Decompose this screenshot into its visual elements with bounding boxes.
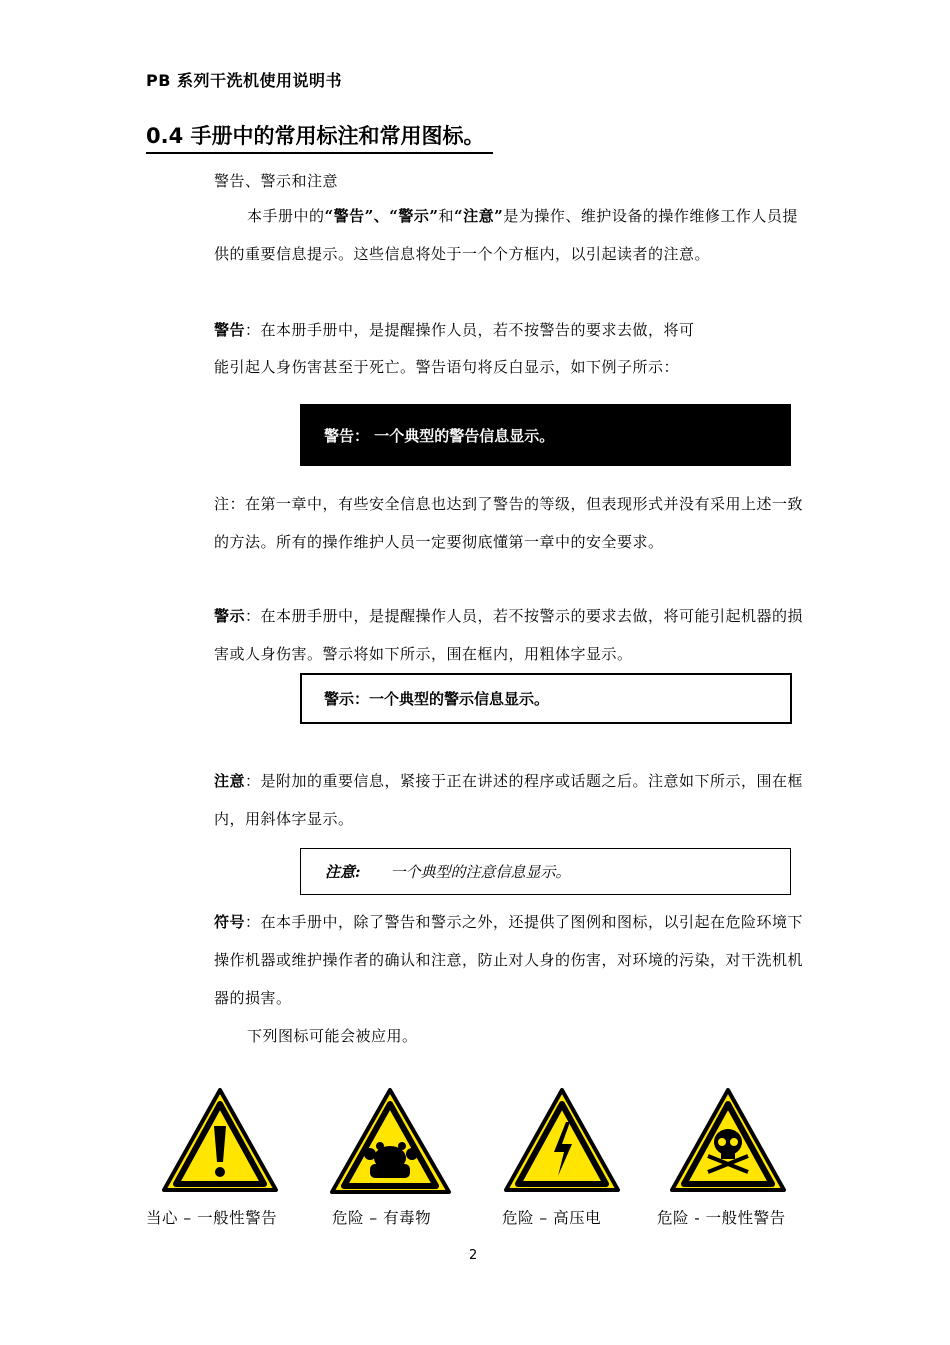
page-number: 2 (469, 1248, 478, 1263)
caution-box-text: 警示：一个典型的警示信息显示。 (324, 690, 550, 708)
exclamation-icon (160, 1086, 280, 1196)
section-title: 0.4 手册中的常用标注和常用图标。 (146, 120, 493, 154)
caution-label: 警示 (214, 607, 246, 625)
toxic-icon (328, 1086, 453, 1198)
attention-paragraph: 注意：是附加的重要信息，紧接于正在讲述的程序或话题之后。注意如下所示，围在框内，用斜体字显示。 (214, 772, 804, 828)
symbols-intro: 下列图标可能会被应用。 (247, 1027, 418, 1045)
symbols-paragraph: 符号：在本手册中，除了警告和警示之外，还提供了图例和图标，以引起在危险环境下操作机器或维护操作者的确认和注意，防止对人身的伤害，对环境的污染，对干洗机机器的损害。 (214, 913, 804, 1007)
caution-paragraph: 警示：在本册手册中，是提醒操作人员，若不按警示的要求去做，将可能引起机器的损害或人身伤害。警示将如下所示，围在框内，用粗体字显示。 (214, 607, 804, 663)
symbols-label: 符号 (214, 913, 246, 931)
icon-caption-toxic: 危险 – 有毒物 (332, 1209, 432, 1227)
intro-paragraph: 本手册中的“警告”、“警示”和“注意”是为操作、维护设备的操作维修工作人员提供的重要信息提示。这些信息将处于一个个方框内，以引起读者的注意。 (214, 207, 798, 263)
high-voltage-icon (502, 1086, 622, 1196)
warning-example-box (300, 404, 791, 466)
skull-icon (668, 1086, 788, 1196)
icon-caption-general-danger: 危险 - 一般性警告 (657, 1209, 786, 1227)
attention-label: 注意 (214, 772, 246, 790)
warning-paragraph-line1: 警告：在本册手册中，是提醒操作人员，若不按警告的要求去做，将可 (214, 321, 695, 339)
attention-box-label: 注意: (325, 863, 361, 881)
icon-caption-general-caution: 当心 – 一般性警告 (146, 1209, 278, 1227)
caution-example-box (300, 673, 792, 724)
warning-box-text: 警告： 一个典型的警告信息显示。 (324, 426, 555, 445)
note-paragraph: 注：在第一章中，有些安全信息也达到了警告的等级，但表现形式并没有采用上述一致的方法。所有的操作维护人员一定要彻底懂第一章中的安全要求。 (214, 495, 804, 551)
attention-example-box (300, 848, 791, 895)
document-header: PB 系列干洗机使用说明书 (146, 71, 342, 90)
warning-label: 警告 (214, 321, 246, 339)
warning-paragraph-line2: 能引起人身伤害甚至于死亡。警告语句将反白显示，如下例子所示： (214, 358, 680, 376)
attention-box-text: 一个典型的注意信息显示。 (390, 863, 571, 881)
icon-caption-high-voltage: 危险 – 高压电 (502, 1209, 602, 1227)
intro-heading: 警告、警示和注意 (214, 172, 339, 190)
